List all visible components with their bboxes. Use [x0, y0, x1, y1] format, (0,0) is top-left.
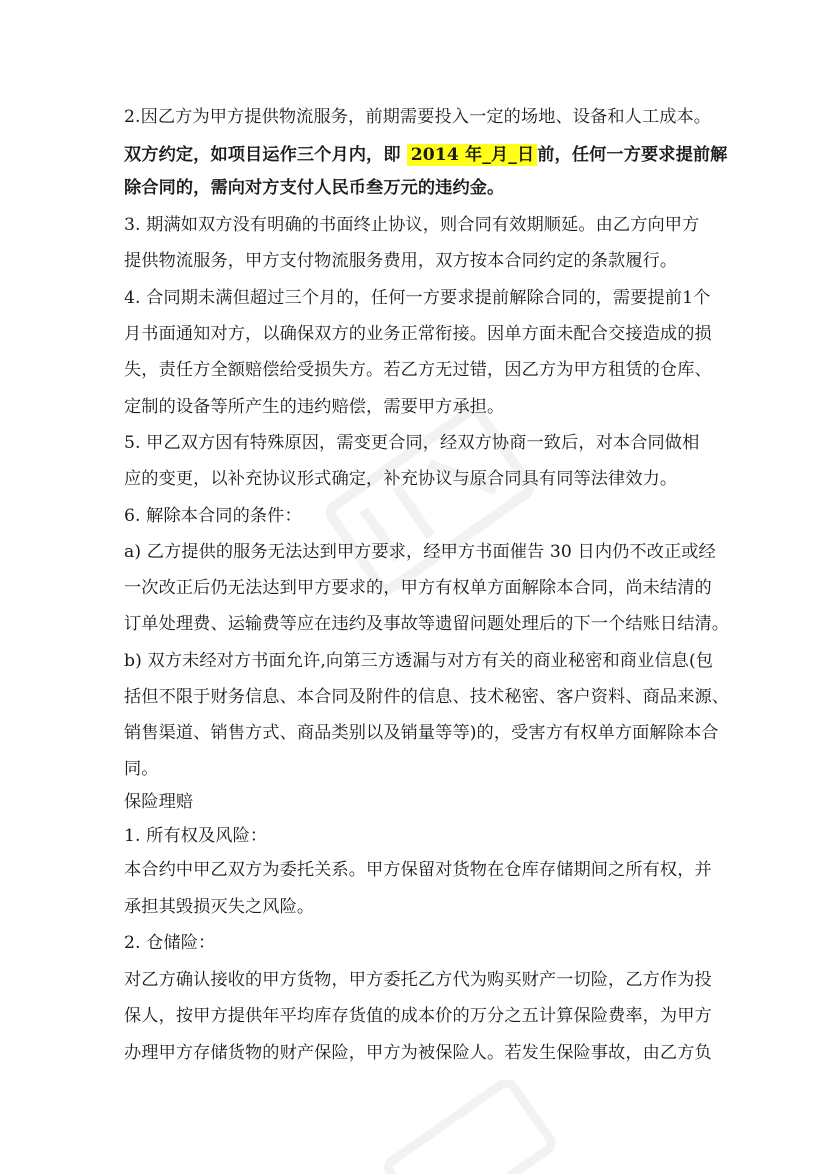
- text-line: 定制的设备等所产生的违约赔偿，需要甲方承担。: [124, 397, 505, 417]
- text-line: 订单处理费、运输费等应在违约及事故等遗留问题处理后的下一个结账日结清。: [124, 614, 730, 634]
- text-line: 失，责任方全额赔偿给受损失方。若乙方无过错，因乙方为甲方租赁的仓库、: [124, 360, 712, 380]
- text-line: 销售渠道、销售方式、商品类别以及销量等等)的，受害方有权单方面解除本合: [124, 723, 719, 743]
- text-line: 应的变更，以补充协议形式确定，补充协议与原合同具有同等法律效力。: [124, 469, 678, 489]
- text-line: 4. 合同期未满但超过三个月的，任何一方要求提前解除合同的，需要提前1个: [124, 288, 711, 308]
- text-line: b) 双方未经对方书面允许,向第三方透漏与对方有关的商业秘密和商业信息(包: [124, 651, 714, 671]
- text-line: 3. 期满如双方没有明确的书面终止协议，则合同有效期顺延。由乙方向甲方: [124, 215, 700, 235]
- text-line: 办理甲方存储货物的财产保险，甲方为被保险人。若发生保险事故，由乙方负: [124, 1043, 712, 1063]
- bold-clause-line: 除合同的，需向对方支付人民币叁万元的违约金。: [124, 178, 505, 198]
- text-line: a) 乙方提供的服务无法达到甲方要求，经甲方书面催告 30 日内仍不改正或经: [124, 542, 716, 562]
- text-line: 保人，按甲方提供年平均库存货值的成本价的万分之五计算保险费率，为甲方: [124, 1006, 712, 1026]
- text-line: 提供物流服务，甲方支付物流服务费用，双方按本合同约定的条款履行。: [124, 251, 678, 271]
- text-line: 1. 所有权及风险：: [124, 826, 268, 846]
- text-line: 2. 仓储险：: [124, 933, 216, 953]
- text-line: 本合约中甲乙双方为委托关系。甲方保留对货物在仓库存储期间之所有权，并: [124, 860, 712, 880]
- clause-text: 双方约定，如项目运作三个月内，即: [124, 145, 407, 165]
- bold-clause-line: [124, 142, 728, 168]
- text-line: 月书面通知对方，以确保双方的业务正常衔接。因单方面未配合交接造成的损: [124, 324, 712, 344]
- text-line: 同。: [124, 759, 159, 779]
- text-line: 6. 解除本合同的条件：: [124, 506, 302, 526]
- text-line: 5. 甲乙双方因有特殊原因，需变更合同，经双方协商一致后，对本合同做相: [124, 433, 700, 453]
- highlighted-date: 2014 年_月_日: [407, 144, 538, 166]
- watermark-mark-bottom: [360, 1080, 560, 1174]
- section-heading: 保险理赔: [124, 792, 194, 812]
- text-line: 括但不限于财务信息、本合同及附件的信息、技术秘密、客户资料、商品来源、: [124, 687, 730, 707]
- text-line: 对乙方确认接收的甲方货物，甲方委托乙方代为购买财产一切险，乙方作为投: [124, 970, 712, 990]
- text-line: 承担其毁损灭失之风险。: [124, 897, 315, 917]
- clause-text: 前，任何一方要求提前解: [537, 145, 728, 165]
- text-line: 一次改正后仍无法达到甲方要求的，甲方有权单方面解除本合同，尚未结清的: [124, 578, 712, 598]
- text-line: 2.因乙方为甲方提供物流服务，前期需要投入一定的场地、设备和人工成本。: [124, 107, 712, 127]
